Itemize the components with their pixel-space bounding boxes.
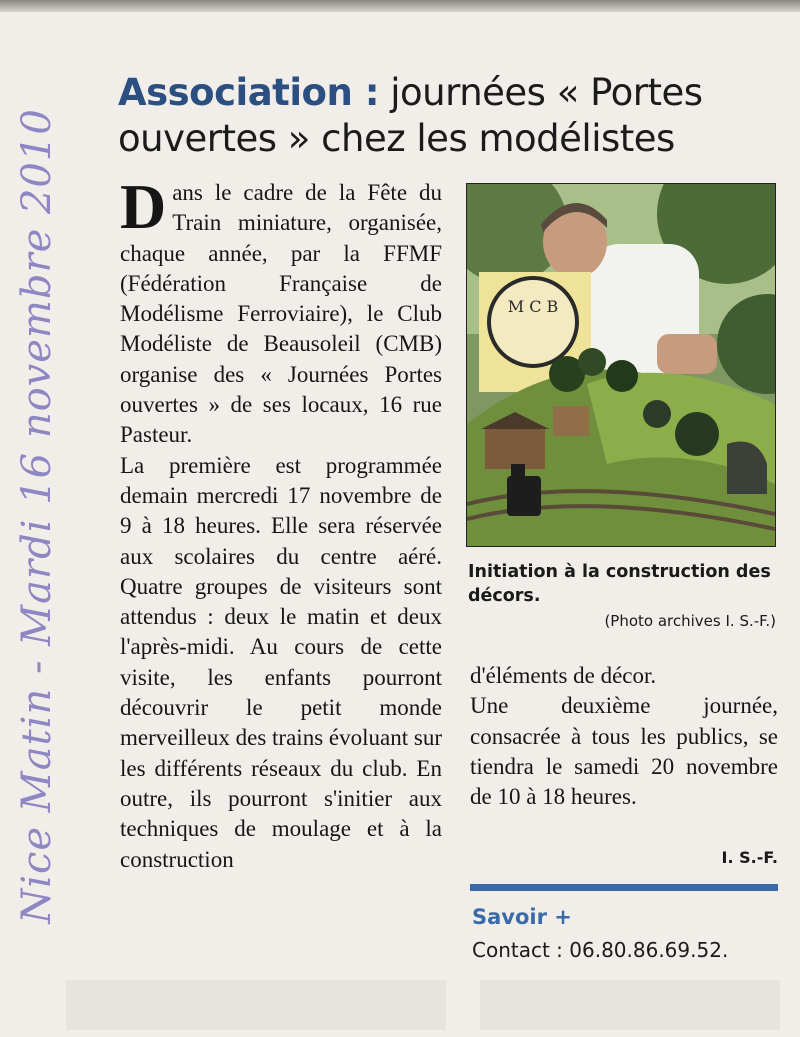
bleed-through-right (480, 980, 780, 1030)
photo-credit: (Photo archives I. S.-F.) (604, 612, 776, 630)
article-column-left (120, 171, 442, 875)
photo-illustration (467, 184, 775, 546)
article-paragraph-4: Une deuxième journée, consacrée à tous les publics, se tiendra le samedi 20 novembre de 10 à 18 heures. (470, 693, 778, 810)
article-paragraph-1 (120, 171, 442, 451)
article-column-right (470, 661, 778, 812)
info-heading: Savoir + (472, 905, 572, 929)
article-paragraph-2: La première est programmée demain mercredi 17 novembre de 9 à 18 heures. Elle sera réservée aux scolaires du centre aéré. Quatre groupes de visiteurs sont attendus : deux le matin et deux l'après-midi. Au cours de cette visite, les enfants pourront découvrir le petit monde merveilleux des trains évoluant sur les différents réseaux du club. En outre, ils pourront s'initier aux techniques de moulage et à la construction (120, 452, 442, 872)
info-box-rule (470, 884, 778, 891)
margin-note-text: Nice Matin - Mardi 16 novembre 2010 (14, 108, 60, 924)
article-headline (118, 70, 768, 162)
bleed-through-left (66, 980, 446, 1030)
handwritten-margin-note (12, 36, 62, 996)
headline-title: journées « Portes ouvertes » chez les modélistes (118, 71, 703, 160)
headline-kicker: Association : (118, 71, 379, 114)
article-photo (466, 183, 776, 547)
contact-line: Contact : 06.80.86.69.52. (472, 938, 729, 962)
photo-caption: Initiation à la construction des décors. (468, 562, 771, 606)
drop-cap: D (120, 171, 167, 242)
photo-sign-text: M C B (507, 297, 559, 316)
paragraph-1-text: ans le cadre de la Fête du Train miniature, organisée, chaque année, par la FFMF (Fédération Française de Modélisme Ferroviaire), le Club Modéliste de Beausoleil (CMB) organise des « Journées Portes ouvertes » de ses locaux, 16 rue Pasteur. (120, 180, 442, 448)
article-paragraph-3: d'éléments de décor. (470, 663, 657, 688)
paper-top-edge (0, 0, 800, 12)
author-signature: I. S.-F. (721, 848, 778, 867)
